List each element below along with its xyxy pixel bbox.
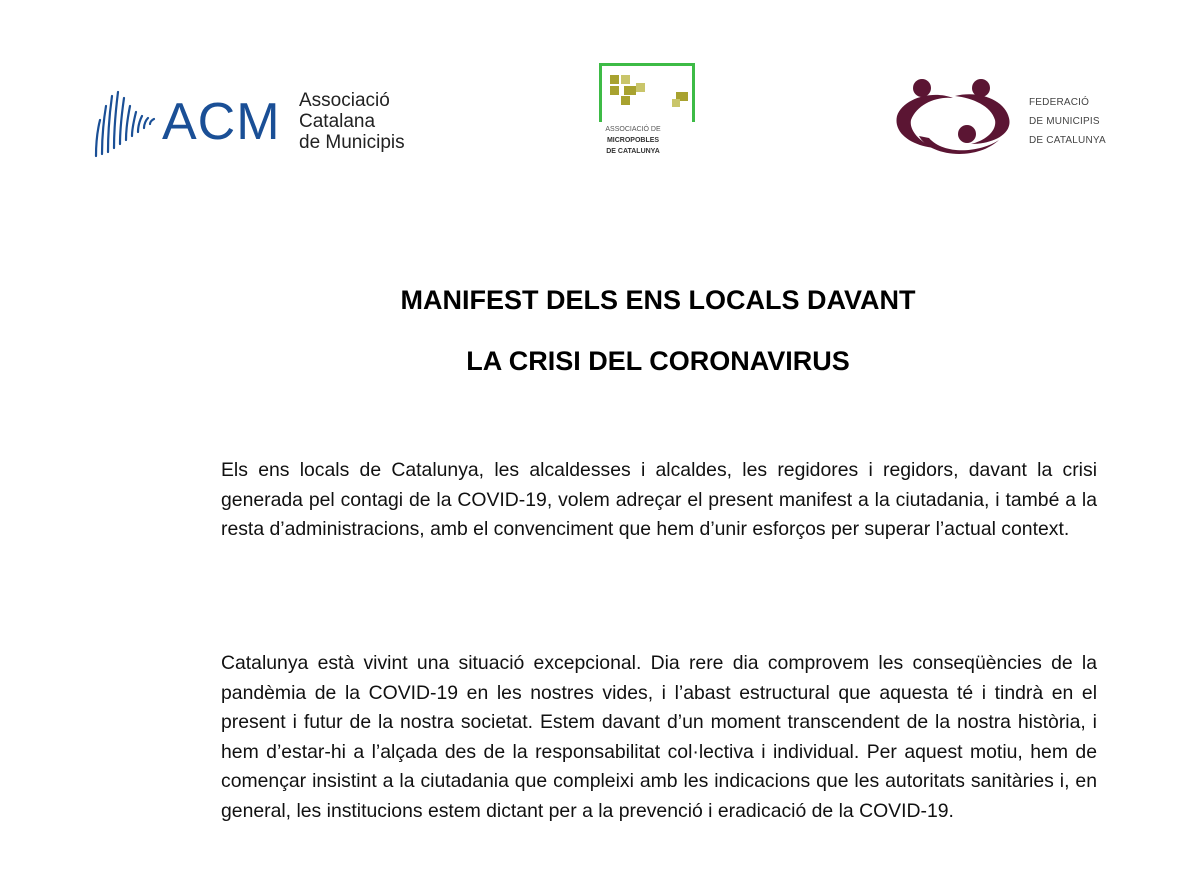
- fmc-name-line1: FEDERACIÓ: [1029, 97, 1090, 108]
- fmc-logo: [889, 76, 1119, 166]
- amc-square-icon: [624, 86, 636, 95]
- acm-full-name: [299, 90, 405, 153]
- amc-square-icon: [636, 83, 645, 92]
- body-paragraph: Els ens locals de Catalunya, les alcaldesses i alcaldes, les regidores i regidors, davant la crisi generada pel contagi de la COVID-19, volem adreçar el present manifest a la ciutadania, i també a la resta d’administracions, amb el convenciment que hem d’unir esforços per superar l’actual context.: [221, 459, 1097, 540]
- acm-abbreviation: ACM: [162, 93, 281, 151]
- fmc-full-name: [1029, 93, 1106, 150]
- amc-square-icon: [610, 75, 619, 84]
- document-title-line1: MANIFEST DELS ENS LOCALS DAVANT: [400, 285, 916, 315]
- body-paragraph: Catalunya està vivint una situació excepcional. Dia rere dia comprovem les conseqüències de la pandèmia de la COVID-19 en les nostres vides, i l’abast estructural que aquesta té i tindrà en el present i futur de la nostra societat. Estem davant d’un moment transcendent de la nostra història, i hem d’estar-hi a l’alçada des de la responsabilitat col·lectiva i individual. Per aquest motiu, hem de començar insistint a la ciutadania que compleixi amb les indicacions que les autoritats sanitàries i, en general, les institucions estem dictant per a la prevenció i eradicació de la COVID-19.: [221, 652, 1097, 822]
- acm-logo: [92, 88, 422, 160]
- amc-logo: [571, 63, 701, 165]
- document-title-line2: LA CRISI DEL CORONAVIRUS: [466, 346, 850, 376]
- acm-wave-icon: [92, 88, 158, 160]
- amc-name-line1: ASSOCIACIÓ DE: [605, 126, 661, 133]
- amc-square-icon: [610, 86, 619, 95]
- fmc-name-line3: DE CATALUNYA: [1029, 135, 1106, 146]
- fmc-name-line2: DE MUNICIPIS: [1029, 116, 1100, 127]
- amc-square-icon: [621, 96, 630, 105]
- fmc-people-icon: [889, 76, 1019, 166]
- acm-name-line2: Catalana: [299, 111, 376, 132]
- amc-name-line3: DE CATALUNYA: [606, 148, 660, 155]
- amc-name: [571, 122, 695, 159]
- amc-square-icon: [672, 99, 680, 107]
- amc-square-icon: [621, 75, 630, 84]
- amc-name-line2: MICROPOBLES: [606, 137, 660, 144]
- acm-name-line3: de Municipis: [299, 132, 405, 153]
- acm-name-line1: Associació: [299, 90, 390, 111]
